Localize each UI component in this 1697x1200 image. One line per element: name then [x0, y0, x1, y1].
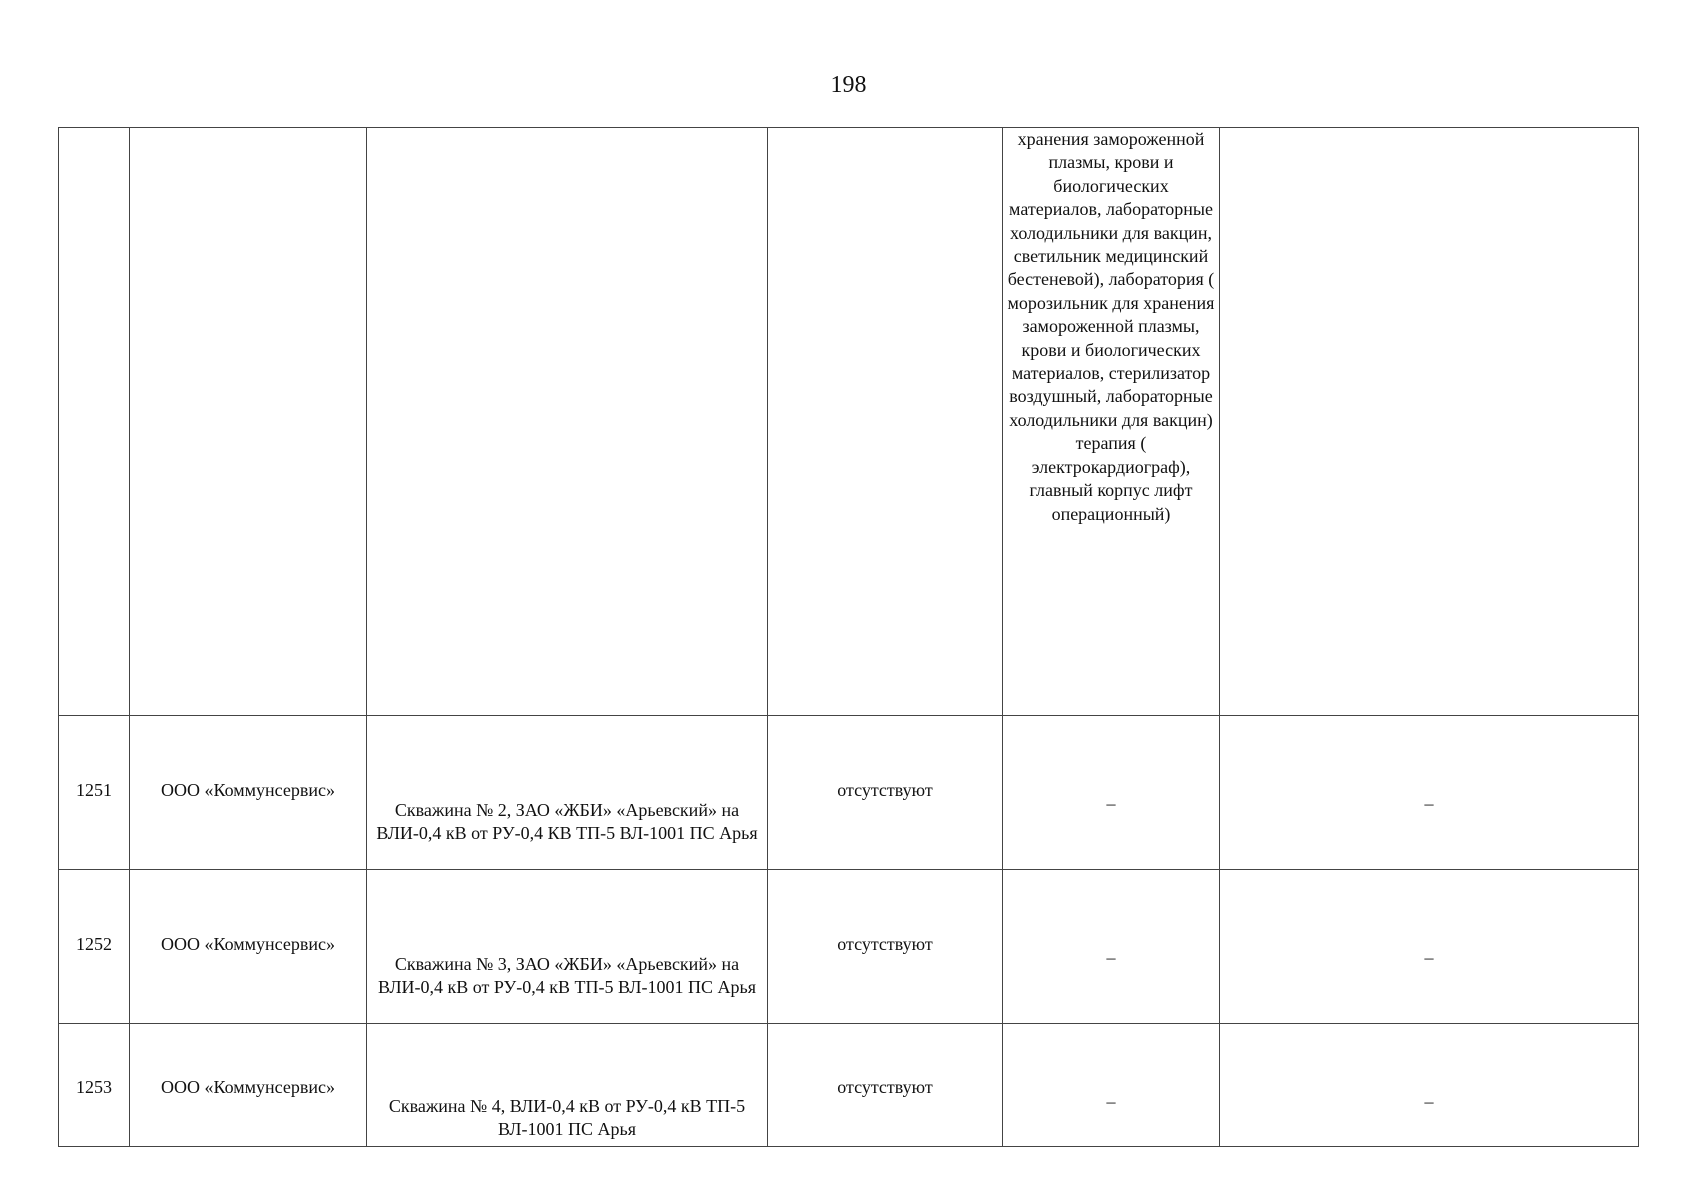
- cell-organization: ООО «Коммунсервис»: [130, 870, 367, 1024]
- cell-organization: ООО «Коммунсервис»: [130, 1024, 367, 1147]
- cell-organization: ООО «Коммунсервис»: [130, 716, 367, 870]
- cell-object: Скважина № 3, ЗАО «ЖБИ» «Арьевский» на ВЛИ-0,4 кВ от РУ-0,4 кВ ТП-5 ВЛ-1001 ПС Арья: [367, 870, 768, 1024]
- table-row: [59, 1024, 1639, 1147]
- cell-object: Скважина № 4, ВЛИ-0,4 кВ от РУ-0,4 кВ ТП-5 ВЛ-1001 ПС Арья: [367, 1024, 768, 1147]
- data-table: [58, 127, 1639, 1147]
- cell-category-empty: [768, 128, 1003, 716]
- table-row: [59, 870, 1639, 1024]
- cell-col6: _: [1220, 716, 1639, 870]
- cell-organization-empty: [130, 128, 367, 716]
- cell-number: 1253: [59, 1024, 130, 1147]
- cell-object-empty: [367, 128, 768, 716]
- cell-number: 1252: [59, 870, 130, 1024]
- cell-col6: _: [1220, 1024, 1639, 1147]
- table-row-continuation: [59, 128, 1639, 716]
- cell-col6: _: [1220, 870, 1639, 1024]
- cell-col5: _: [1003, 1024, 1220, 1147]
- cell-last-empty: [1220, 128, 1639, 716]
- page-number: 198: [830, 72, 867, 98]
- cell-equipment-continuation: [1003, 128, 1220, 716]
- table-row: [59, 716, 1639, 870]
- cell-number-empty: [59, 128, 130, 716]
- continuation-text: хранения замороженной плазмы, крови и биологических материалов, лабораторные холодильники для вакцин, светильник медицинский бестеневой), лаборатория ( морозильник для хранения замороженной плазмы, крови и биологических материалов, стерилизатор воздушный, лабораторные холодильники для вакцин) терапия ( электрокардиограф), главный корпус лифт операционный): [1007, 129, 1215, 524]
- cell-col5: _: [1003, 716, 1220, 870]
- cell-category: отсутствуют: [768, 716, 1003, 870]
- cell-category: отсутствуют: [768, 870, 1003, 1024]
- cell-number: 1251: [59, 716, 130, 870]
- cell-object: Скважина № 2, ЗАО «ЖБИ» «Арьевский» на ВЛИ-0,4 кВ от РУ-0,4 КВ ТП-5 ВЛ-1001 ПС Арья: [367, 716, 768, 870]
- cell-col5: _: [1003, 870, 1220, 1024]
- cell-category: отсутствуют: [768, 1024, 1003, 1147]
